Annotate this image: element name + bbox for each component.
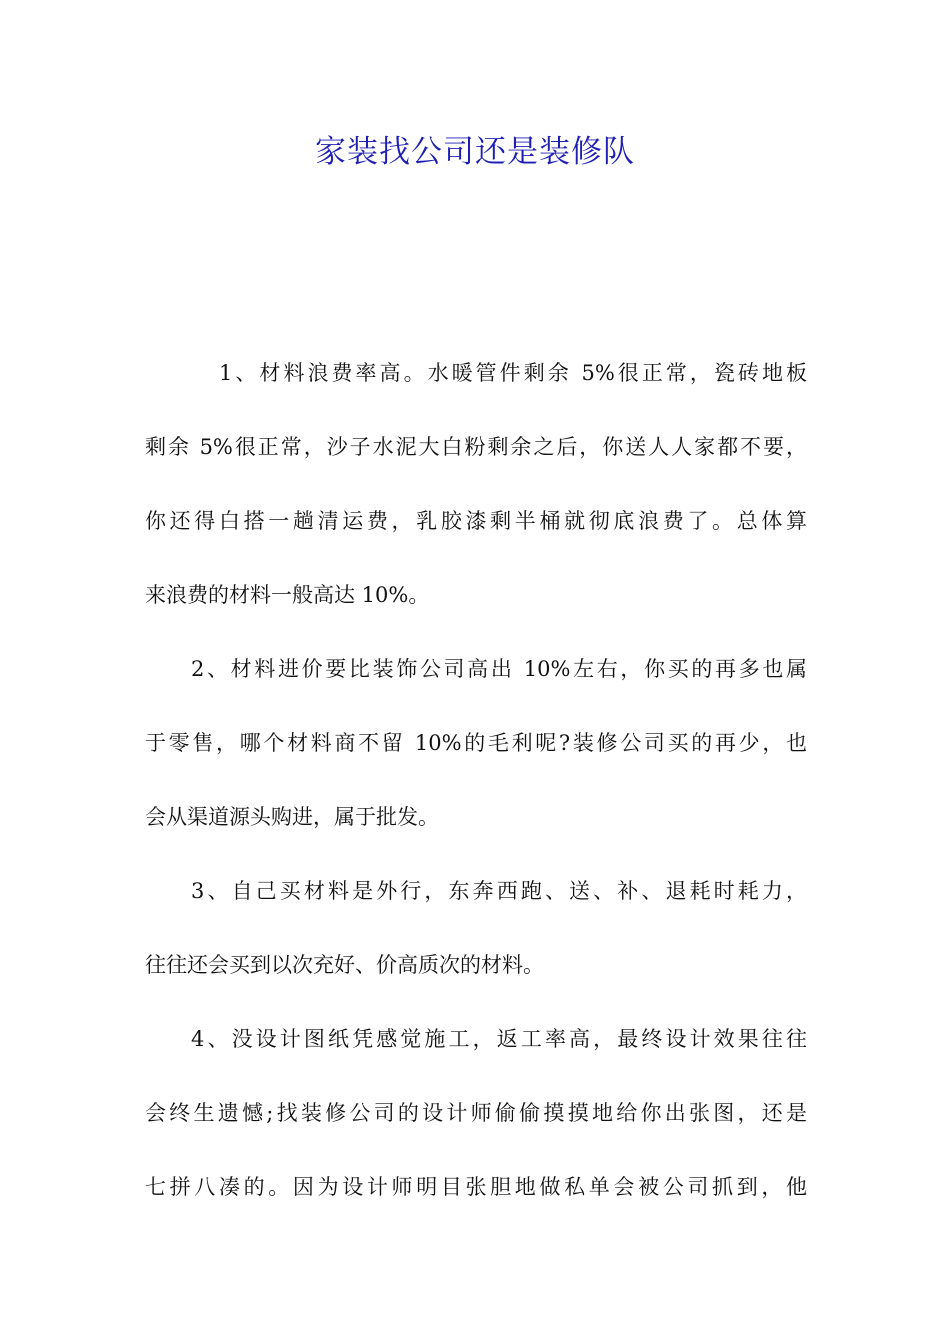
document-body (145, 336, 807, 1224)
paragraph-line: 七拼八凑的。因为设计师明目张胆地做私单会被公司抓到，他 (145, 1175, 807, 1199)
paragraph-4 (145, 1002, 807, 1224)
document-title: 家装找公司还是装修队 (315, 134, 635, 170)
paragraph-line: 剩余 5%很正常，沙子水泥大白粉剩余之后，你送人人家都不要， (145, 435, 807, 459)
paragraph-2 (145, 632, 807, 854)
paragraph-line: 于零售，哪个材料商不留 10%的毛利呢?装修公司买的再少，也 (145, 731, 807, 755)
paragraph-line: 4、没设计图纸凭感觉施工，返工率高，最终设计效果往往 (191, 1027, 807, 1051)
paragraph-line: 1、材料浪费率高。水暖管件剩余 5%很正常，瓷砖地板 (219, 361, 807, 385)
paragraph-line: 往往还会买到以次充好、价高质次的材料。 (145, 953, 544, 977)
paragraph-line: 3、自己买材料是外行，东奔西跑、送、补、退耗时耗力， (191, 879, 807, 903)
paragraph-3 (145, 854, 807, 1002)
paragraph-1 (145, 336, 807, 632)
paragraph-line: 会从渠道源头购进，属于批发。 (145, 805, 439, 829)
paragraph-line: 会终生遗憾;找装修公司的设计师偷偷摸摸地给你出张图，还是 (145, 1101, 807, 1125)
paragraph-line: 2、材料进价要比装饰公司高出 10%左右，你买的再多也属 (191, 657, 807, 681)
paragraph-line: 你还得白搭一趟清运费，乳胶漆剩半桶就彻底浪费了。总体算 (145, 509, 807, 533)
paragraph-line: 来浪费的材料一般高达 10%。 (145, 583, 430, 607)
